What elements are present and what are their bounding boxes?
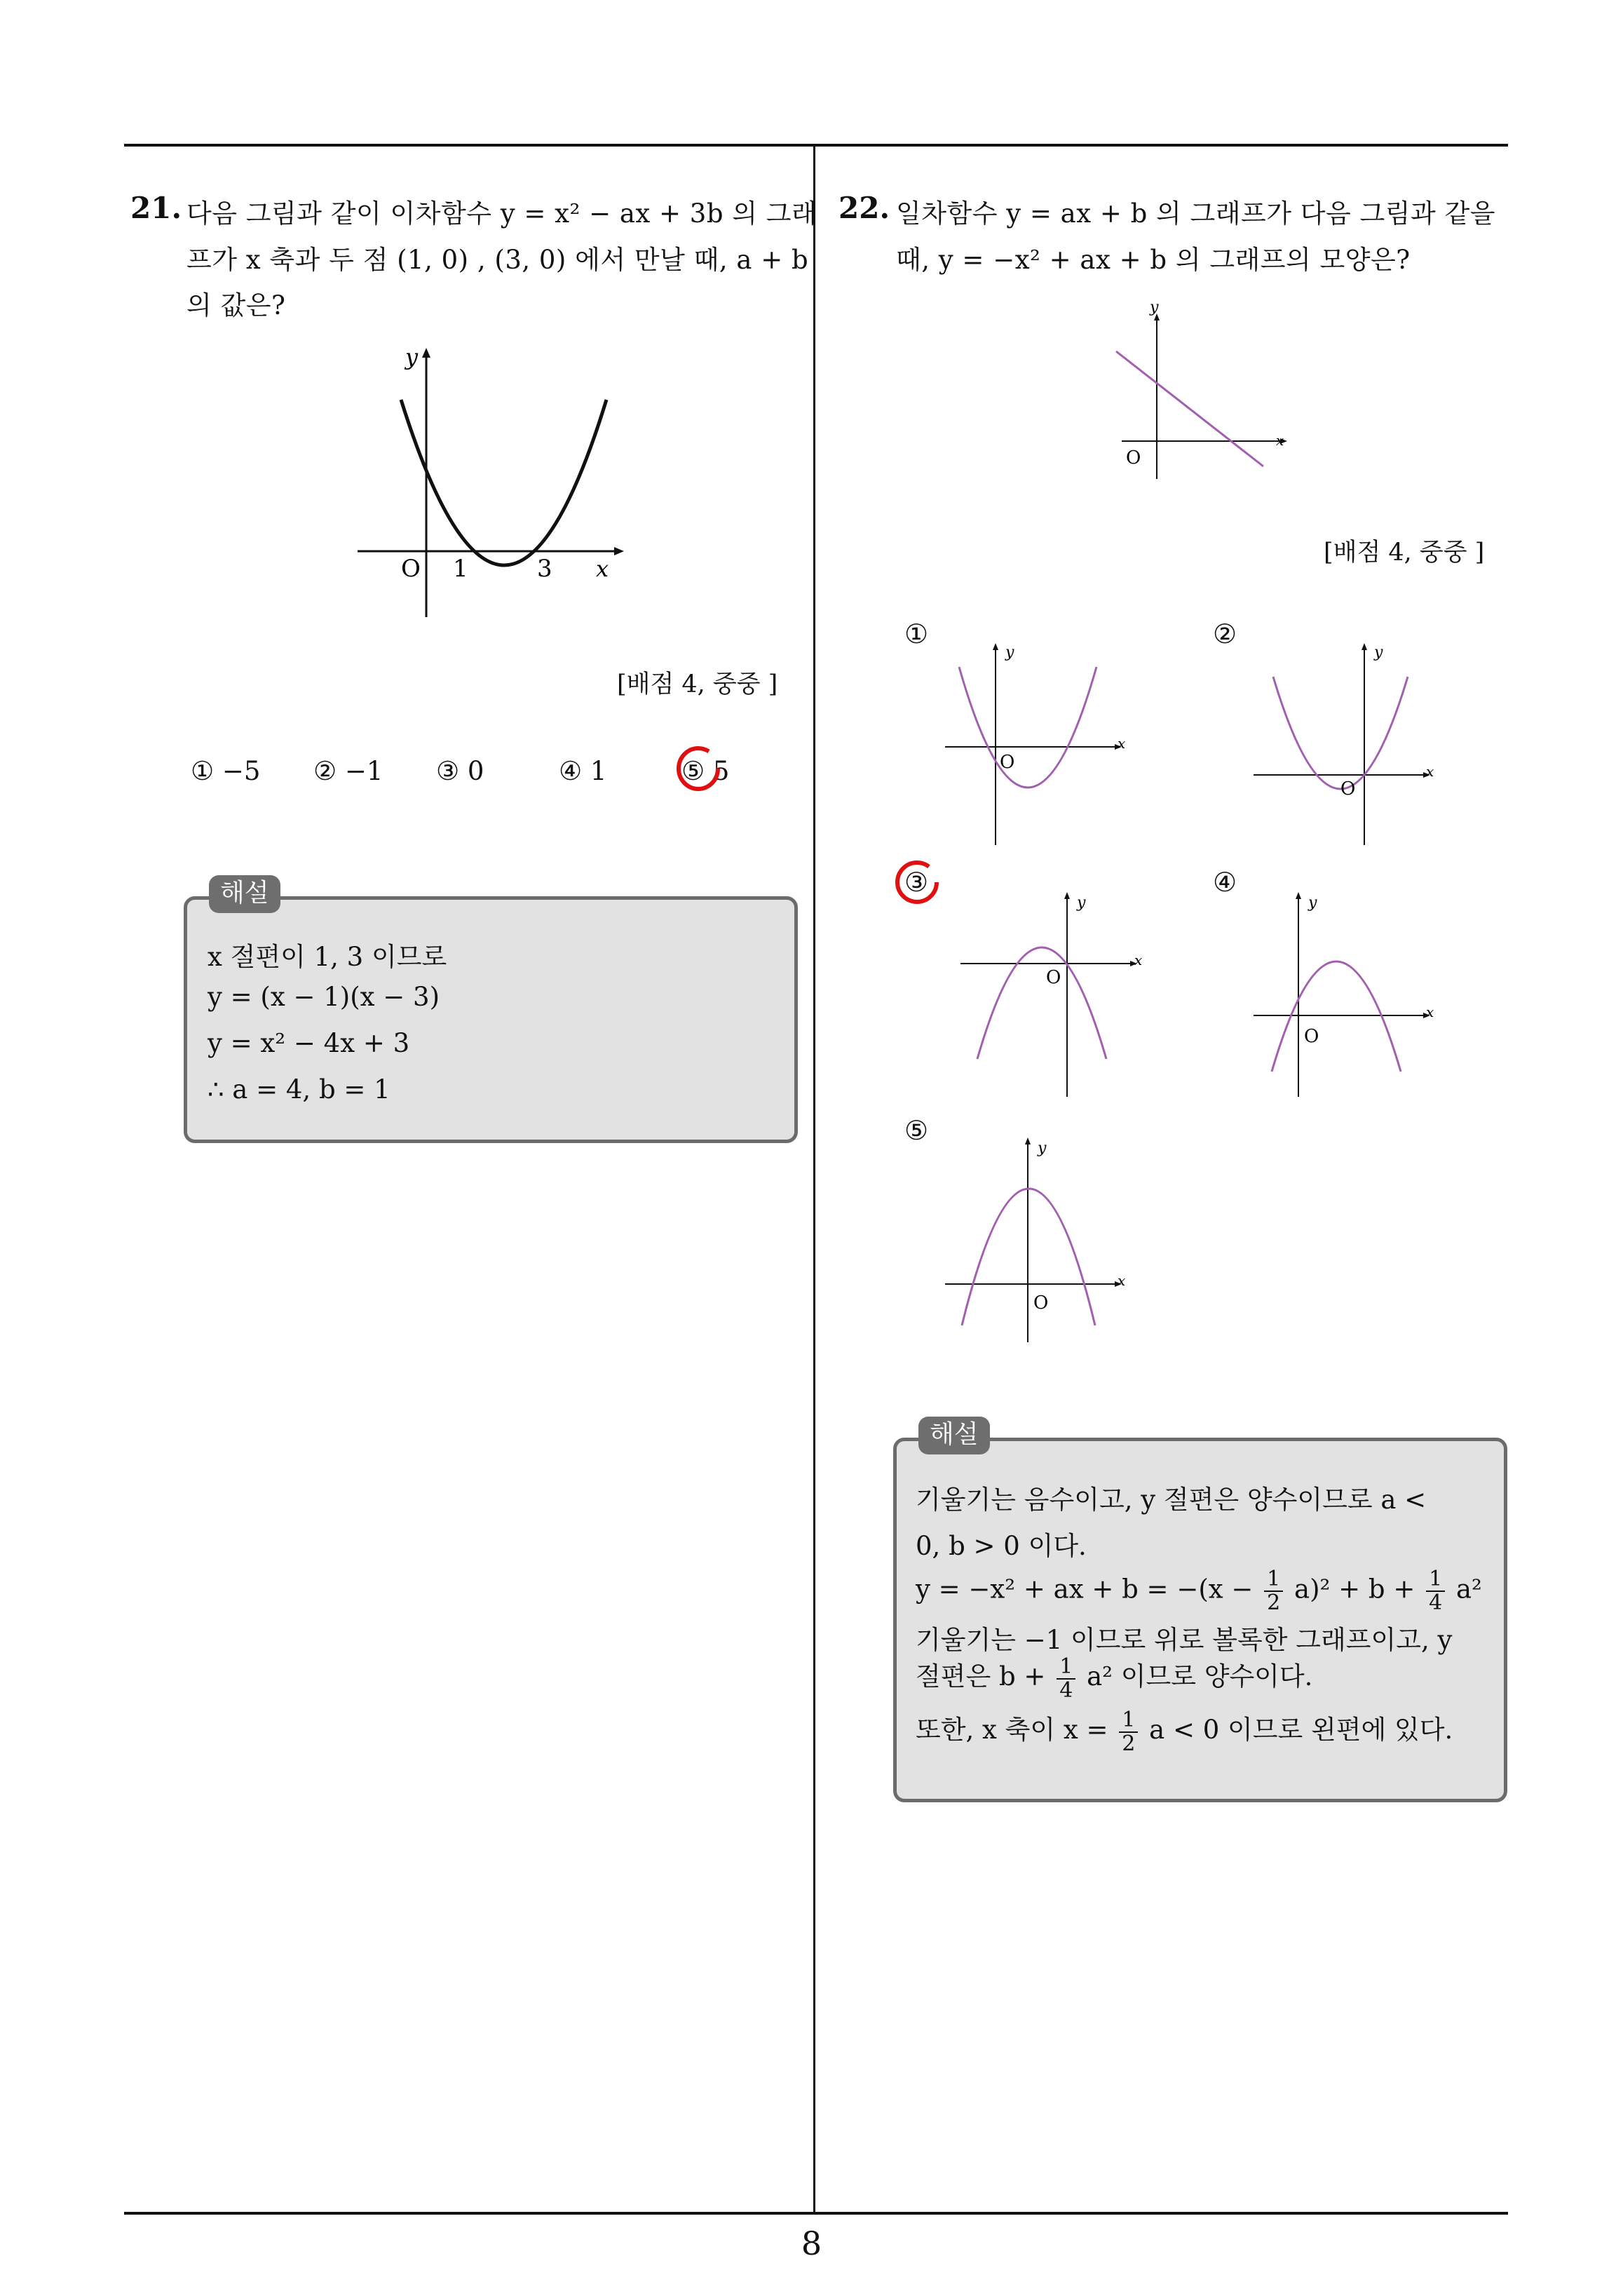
q22-solution-line-4: 기울기는 −1 이므로 위로 볼록한 그래프이고, y <box>916 1625 1453 1655</box>
q22-sol-l3-part-b: a)² + b + <box>1294 1574 1415 1605</box>
q21-graph <box>351 344 631 624</box>
q22-option-4-graph <box>1248 889 1444 1100</box>
q22-line-graph <box>1108 298 1304 487</box>
q22-sol-frac-half-1: $\frac{1}{2}$ <box>1264 1568 1283 1614</box>
q21-choice-1[interactable]: ① −5 <box>191 756 261 786</box>
q22-option-2-graph <box>1248 642 1444 852</box>
q22-solution-line-1: 기울기는 음수이고, y 절편은 양수이므로 a < <box>916 1485 1427 1515</box>
q22-solution-line-6 <box>916 1708 1453 1755</box>
q22-opt2-y-label: y <box>1374 644 1383 661</box>
q22-opt4-origin: O <box>1304 1026 1319 1047</box>
q22-solution-line-3 <box>916 1568 1482 1614</box>
q22-sol-l5-part-b: a² 이므로 양수이다. <box>1087 1661 1313 1691</box>
q22-solution-tab: 해설 <box>918 1417 990 1454</box>
column-divider <box>813 144 815 2213</box>
top-rule <box>124 144 1508 147</box>
q21-choice-4[interactable]: ④ 1 <box>559 756 607 786</box>
q21-choice-5[interactable]: ⑤ 5 <box>681 756 730 786</box>
q22-opt1-x-label: x <box>1118 735 1126 752</box>
q22-sol-l3-part-a: y = −x² + ax + b = −(x − <box>916 1574 1254 1605</box>
q21-solution-line-3: y = x² − 4x + 3 <box>208 1028 410 1058</box>
q22-option-5-mark[interactable]: ⑤ <box>904 1115 929 1146</box>
q22-graph-origin: O <box>1126 447 1141 468</box>
q21-text-line-3: 의 값은? <box>186 290 286 320</box>
q21-y-arrow <box>422 348 430 358</box>
q22-option-4-mark[interactable]: ④ <box>1213 867 1237 898</box>
page-number: 8 <box>801 2224 822 2262</box>
q21-tick-1: 1 <box>453 555 468 583</box>
q22-option-3-mark[interactable]: ③ <box>904 867 929 898</box>
q22-graph-y-label: y <box>1150 299 1159 316</box>
q22-option-2-mark[interactable]: ② <box>1213 619 1237 649</box>
q22-opt3-x-label: x <box>1134 952 1143 968</box>
q21-choice-3[interactable]: ③ 0 <box>436 756 484 786</box>
q22-graph-x-label: x <box>1276 432 1284 449</box>
q22-text-line-2: 때, y = −x² + ax + b 의 그래프의 모양은? <box>896 245 1411 275</box>
q21-solution-tab: 해설 <box>209 875 280 913</box>
q21-number: 21. <box>130 191 182 225</box>
q22-opt5-y-label: y <box>1038 1140 1047 1157</box>
q22-sol-l5-part-a: 절편은 b + <box>916 1661 1046 1691</box>
q22-sol-frac-half-2: $\frac{1}{2}$ <box>1119 1709 1138 1755</box>
bottom-rule <box>124 2212 1508 2215</box>
q21-score: [배점 4, 중중 ] <box>617 670 778 698</box>
q21-tick-3: 3 <box>537 555 552 583</box>
q22-opt4-y-label: y <box>1308 894 1317 912</box>
q21-choice-2[interactable]: ② −1 <box>313 756 383 786</box>
q22-opt2-x-label: x <box>1426 763 1434 780</box>
q21-solution-line-4: ∴ a = 4, b = 1 <box>208 1074 391 1105</box>
q22-opt3-origin: O <box>1046 967 1061 988</box>
q22-sol-frac-quarter-1: $\frac{1}{4}$ <box>1426 1568 1445 1614</box>
q22-solution-line-2: 0, b > 0 이다. <box>916 1531 1087 1561</box>
q22-option-5-graph <box>939 1135 1136 1345</box>
q21-parabola <box>401 400 606 565</box>
q21-choices <box>191 756 729 786</box>
q22-sol-l6-part-a: 또한, x 축이 x = <box>916 1715 1108 1745</box>
q22-opt3-y-label: y <box>1077 894 1086 912</box>
q21-answer-circle-icon <box>672 742 728 795</box>
q22-score: [배점 4, 중중 ] <box>1324 539 1485 567</box>
q22-number: 22. <box>838 191 890 225</box>
q21-x-label: x <box>596 555 609 582</box>
q22-option-1-graph <box>939 642 1136 852</box>
q22-sol-frac-quarter-2: $\frac{1}{4}$ <box>1057 1656 1075 1702</box>
q21-solution-line-2: y = (x − 1)(x − 3) <box>208 982 440 1012</box>
q22-opt4-x-label: x <box>1426 1004 1434 1020</box>
q22-option-3-graph <box>946 889 1143 1100</box>
q21-text-line-1: 다음 그림과 같이 이차함수 y = x² − ax + 3b 의 그래 <box>186 198 817 229</box>
q22-opt1-y-label: y <box>1005 644 1014 661</box>
q22-opt2-origin: O <box>1340 778 1356 799</box>
q22-sol-l6-part-b: a < 0 이므로 왼편에 있다. <box>1149 1715 1453 1745</box>
q22-sol-l3-part-c: a² <box>1455 1574 1482 1605</box>
q21-x-arrow <box>614 547 624 555</box>
q22-option-1-mark[interactable]: ① <box>904 619 929 649</box>
q21-text-line-2: 프가 x 축과 두 점 (1, 0) , (3, 0) 에서 만날 때, a + b <box>186 245 809 275</box>
q21-y-label: y <box>405 344 419 370</box>
q22-opt5-origin: O <box>1033 1292 1049 1314</box>
q22-opt1-origin: O <box>1000 752 1015 773</box>
q21-solution-box <box>184 896 798 1143</box>
q22-answer-circle-icon <box>892 857 945 910</box>
q21-origin-label: O <box>401 555 421 583</box>
q22-text-line-1: 일차함수 y = ax + b 의 그래프가 다음 그림과 같을 <box>896 198 1496 229</box>
q22-solution-line-5 <box>916 1655 1312 1702</box>
q22-opt5-x-label: x <box>1118 1272 1126 1289</box>
q21-solution-line-1: x 절편이 1, 3 이므로 <box>208 942 447 972</box>
